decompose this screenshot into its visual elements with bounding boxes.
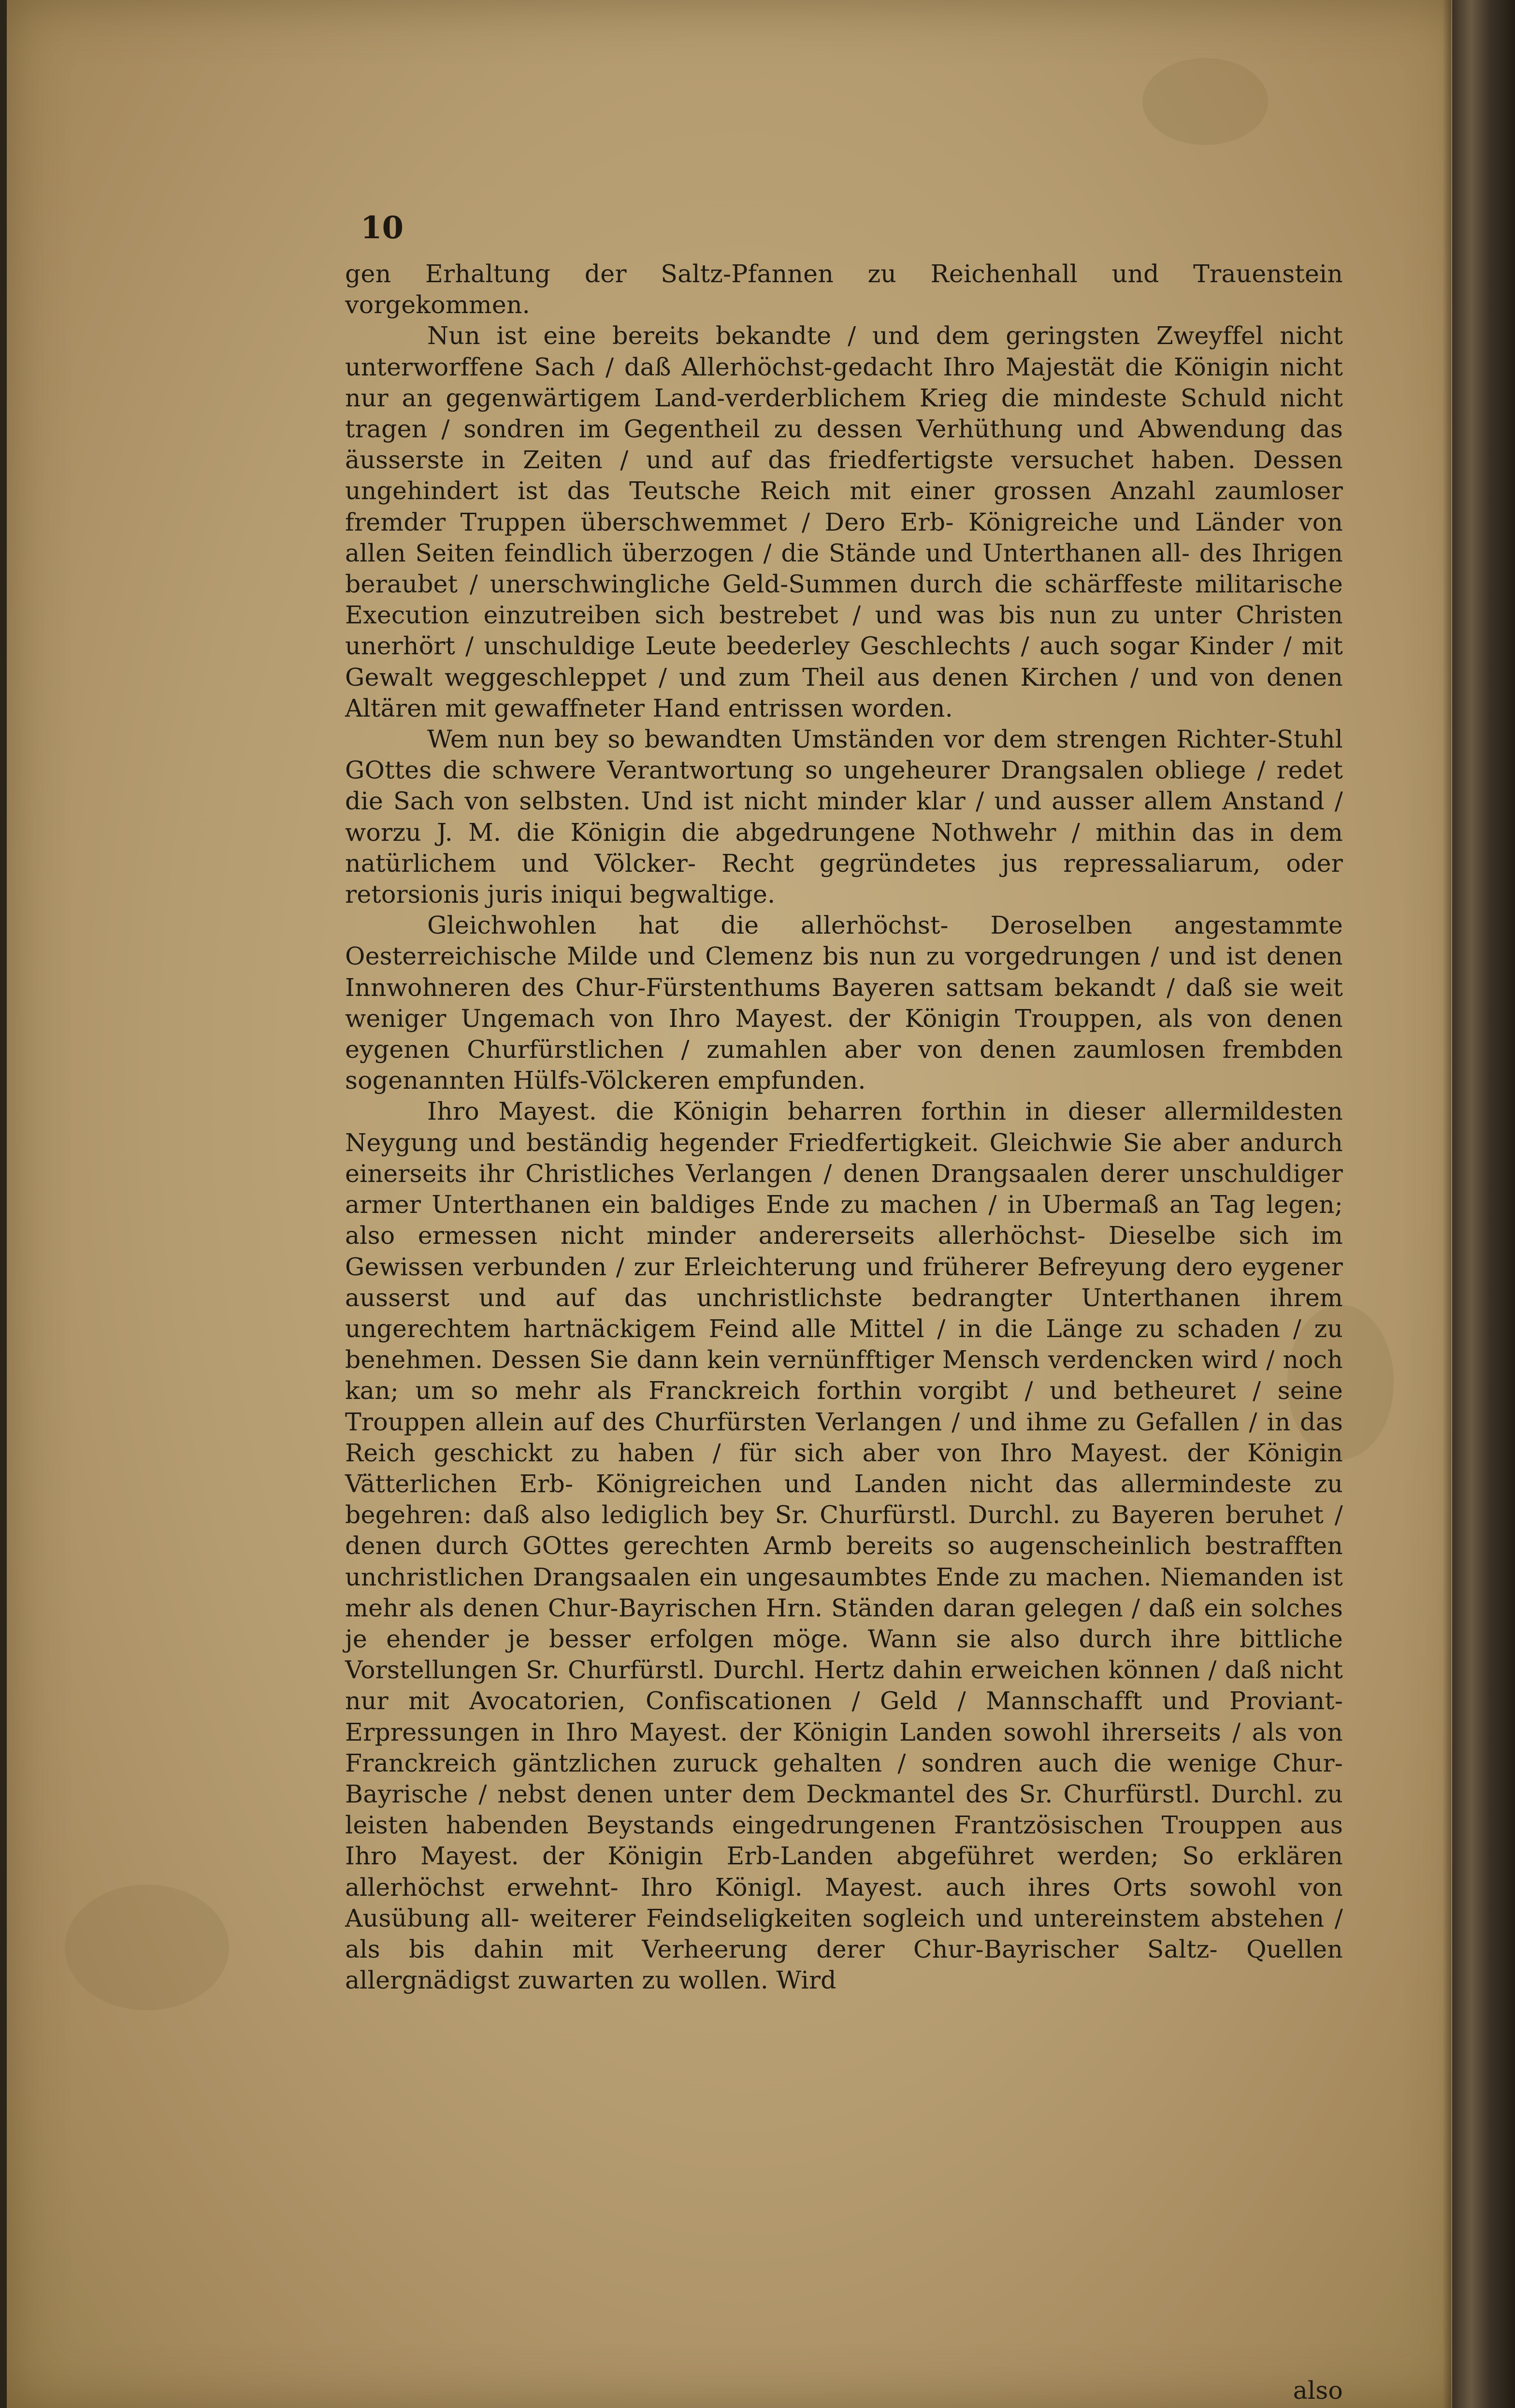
paragraph: Gleichwohlen hat die allerhöchst- Deroselben angestammte Oesterreichische Milde und Clemenz bis nun zu vorgedrungen / und ist denen Innwohneren des Chur-Fürstenthums Bayeren sattsam bekandt / daß sie weit weniger Ungemach von Ihro Mayest. der Königin Trouppen, als von denen eygenen Churfürstlichen / zumahlen aber von denen zaumlosen frembden sogenannten Hülfs-Völckeren empfunden. (345, 911, 1343, 1095)
page-fold-shadow (1443, 0, 1451, 2408)
book-page (7, 0, 1469, 2408)
paper-stain (1142, 58, 1268, 145)
paper-stain (65, 1885, 229, 2010)
book-spine (1452, 0, 1515, 2408)
catchword: also (1293, 2376, 1343, 2405)
page-number: 10 (361, 210, 404, 246)
paragraph: Nun ist eine bereits bekandte / und dem geringsten Zweyffel nicht unterworffene Sach / daß Allerhöchst-gedacht Ihro Majestät die Königin nicht nur an gegenwärtigem Land-verderblichem Krieg die mindeste Schuld nicht tragen / sondren im Gegentheil zu dessen Verhüthung und Abwendung das äusserste in Zeiten / und auf das friedfertigste versuchet haben. Dessen ungehindert ist das Teutsche Reich mit einer grossen Anzahl zaumloser fremder Truppen überschwemmet / Dero Erb- Königreiche und Länder von allen Seiten feindlich überzogen / die Stände und Unterthanen all- des Ihrigen beraubet / unerschwingliche Geld-Summen durch die schärffeste militarische Execution einzutreiben sich bestrebet / und was bis nun zu unter Christen unerhört / unschuldige Leute beederley Geschlechts / auch sogar Kinder / mit Gewalt weggeschleppet / und zum Theil aus denen Kirchen / und von denen Altären mit gewaffneter Hand entrissen worden. (345, 321, 1343, 722)
paragraph: Ihro Mayest. die Königin beharren forthin in dieser allermildesten Neygung und beständig hegender Friedfertigkeit. Gleichwie Sie aber andurch einerseits ihr Christliches Verlangen / denen Drangsaalen derer unschuldiger armer Unterthanen ein baldiges Ende zu machen / in Ubermaß an Tag legen; also ermessen nicht minder andererseits allerhöchst- Dieselbe sich im Gewissen verbunden / zur Erleichterung und früherer Befreyung dero eygener ausserst und auf das unchristlichste bedrangter Unterthanen ihrem ungerechtem hartnäckigem Feind alle Mittel / in die Länge zu schaden / zu benehmen. Dessen Sie dann kein vernünfftiger Mensch verdencken wird / noch kan; um so mehr als Franckreich forthin vorgibt / und betheuret / seine Trouppen allein auf des Churfürsten Verlangen / und ihme zu Gefallen / in das Reich geschickt zu haben / für sich aber von Ihro Mayest. der Königin Vätterlichen Erb- Königreichen und Landen nicht das allermindeste zu begehren: daß also lediglich bey Sr. Churfürstl. Durchl. zu Bayeren beruhet / denen durch GOttes gerechten Armb bereits so augenscheinlich bestrafften unchristlichen Drangsaalen ein ungesaumbtes Ende zu machen. Niemanden ist mehr als denen Chur-Bayrischen Hrn. Ständen daran gelegen / daß ein solches je ehender je besser erfolgen möge. Wann sie also durch ihre bittliche Vorstellungen Sr. Churfürstl. Durchl. Hertz dahin erweichen können / daß nicht nur mit Avocatorien, Confiscationen / Geld / Mannschafft und Proviant- Erpressungen in Ihro Mayest. der Königin Landen sowohl ihrerseits / als von Franckreich gäntzlichen zuruck gehalten / sondren auch die wenige Chur-Bayrische / nebst denen unter dem Deckmantel des Sr. Churfürstl. Durchl. zu leisten habenden Beystands eingedrungenen Frantzösischen Trouppen aus Ihro Mayest. der Königin Erb-Landen abgeführet werden; So erklären allerhöchst erwehnt- Ihro Königl. Mayest. auch ihres Orts sowohl von Ausübung all- weiterer Feindseligkeiten sogleich und untereinstem abstehen / als bis dahin mit Verheerung derer Chur-Bayrischer Saltz- Quellen allergnädigst zuwarten zu wollen. Wird (345, 1097, 1343, 1995)
body-text (345, 259, 1343, 2405)
paragraph: gen Erhaltung der Saltz-Pfannen zu Reichenhall und Trauenstein vorgekommen. (345, 260, 1343, 319)
paragraph: Wem nun bey so bewandten Umständen vor dem strengen Richter-Stuhl GOttes die schwere Verantwortung so ungeheurer Drangsalen obliege / redet die Sach von selbsten. Und ist nicht minder klar / und ausser allem Anstand / worzu J. M. die Königin die abgedrungene Nothwehr / mithin das in dem natürlichem und Völcker- Recht gegründetes jus repressaliarum, oder retorsionis juris iniqui begwaltige. (345, 725, 1343, 909)
